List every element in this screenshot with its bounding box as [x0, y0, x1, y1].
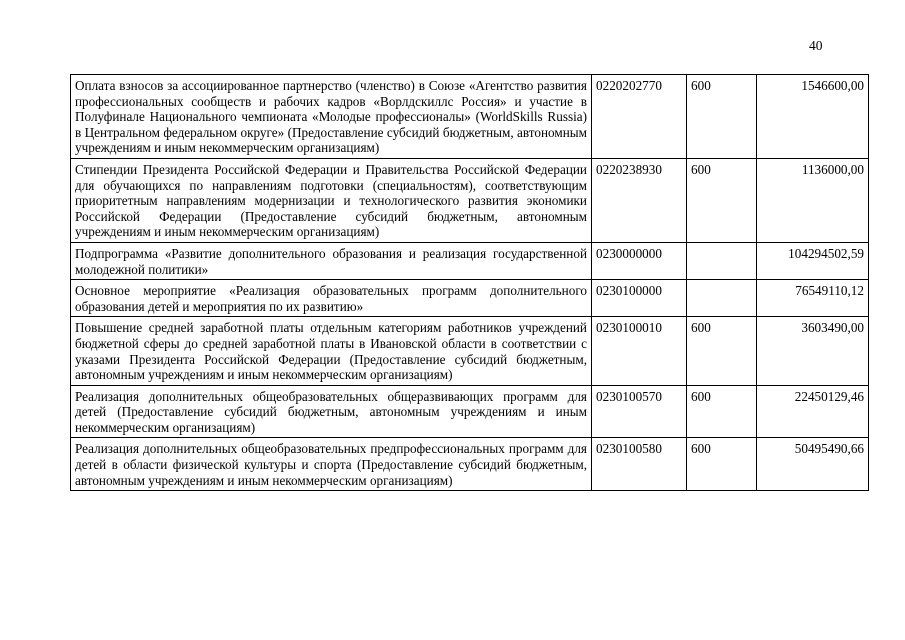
row-target-code: 0230100580 — [592, 438, 687, 491]
row-amount: 50495490,66 — [757, 438, 869, 491]
row-target-code: 0230100570 — [592, 385, 687, 438]
table-row — [71, 317, 869, 385]
row-expense-kind: 600 — [687, 385, 757, 438]
row-description: Подпрограмма «Развитие дополнительного образования и реализация государственной молодежной политики» — [71, 242, 592, 279]
table-row — [71, 280, 869, 317]
row-expense-kind: 600 — [687, 75, 757, 159]
table-row — [71, 75, 869, 159]
row-amount: 22450129,46 — [757, 385, 869, 438]
row-amount: 76549110,12 — [757, 280, 869, 317]
row-expense-kind — [687, 280, 757, 317]
row-description: Основное мероприятие «Реализация образовательных программ дополнительного образования детей и мероприятия по их развитию» — [71, 280, 592, 317]
row-description: Стипендии Президента Российской Федерации и Правительства Российской Федерации для обучающихся по направлениям подготовки (специальностям), соответствующим приоритетным направлениям модернизации и технологического развития экономики Российской Федерации (Предоставление субсидий бюджетным, автономным учреждениям и иным некоммерческим организациям) — [71, 158, 592, 242]
row-target-code: 0220202770 — [592, 75, 687, 159]
row-expense-kind: 600 — [687, 158, 757, 242]
page-number: 40 — [809, 38, 823, 53]
row-expense-kind: 600 — [687, 317, 757, 385]
row-description: Реализация дополнительных общеобразовательных общеразвивающих программ для детей (Предоставление субсидий бюджетным, автономным учреждениям и иным некоммерческим организациям) — [71, 385, 592, 438]
row-description: Оплата взносов за ассоциированное партнерство (членство) в Союзе «Агентство развития профессиональных сообществ и рабочих кадров «Ворлдскиллс Россия» и участие в Полуфинале Национального чемпионата «Молодые профессионалы» (WorldSkills Russia) в Центральном федеральном округе» (Предоставление субсидий бюджетным, автономным учреждениям и иным некоммерческим организациям) — [71, 75, 592, 159]
table-row — [71, 242, 869, 279]
row-description: Реализация дополнительных общеобразовательных предпрофессиональных программ для детей в области физической культуры и спорта (Предоставление субсидий бюджетным, автономным учреждениям и иным некоммерческим организациям) — [71, 438, 592, 491]
row-expense-kind — [687, 242, 757, 279]
row-amount: 104294502,59 — [757, 242, 869, 279]
budget-table — [70, 74, 869, 491]
row-expense-kind: 600 — [687, 438, 757, 491]
row-target-code: 0230000000 — [592, 242, 687, 279]
table-row — [71, 438, 869, 491]
row-target-code: 0230100010 — [592, 317, 687, 385]
table-row — [71, 385, 869, 438]
row-amount: 3603490,00 — [757, 317, 869, 385]
row-amount: 1136000,00 — [757, 158, 869, 242]
row-amount: 1546600,00 — [757, 75, 869, 159]
row-description: Повышение средней заработной платы отдельным категориям работников учреждений бюджетной сферы до средней заработной платы в Ивановской области в соответствии с указами Президента Российской Федерации (Предоставление субсидий бюджетным, автономным учреждениям и иным некоммерческим организациям) — [71, 317, 592, 385]
row-target-code: 0230100000 — [592, 280, 687, 317]
row-target-code: 0220238930 — [592, 158, 687, 242]
table-row — [71, 158, 869, 242]
